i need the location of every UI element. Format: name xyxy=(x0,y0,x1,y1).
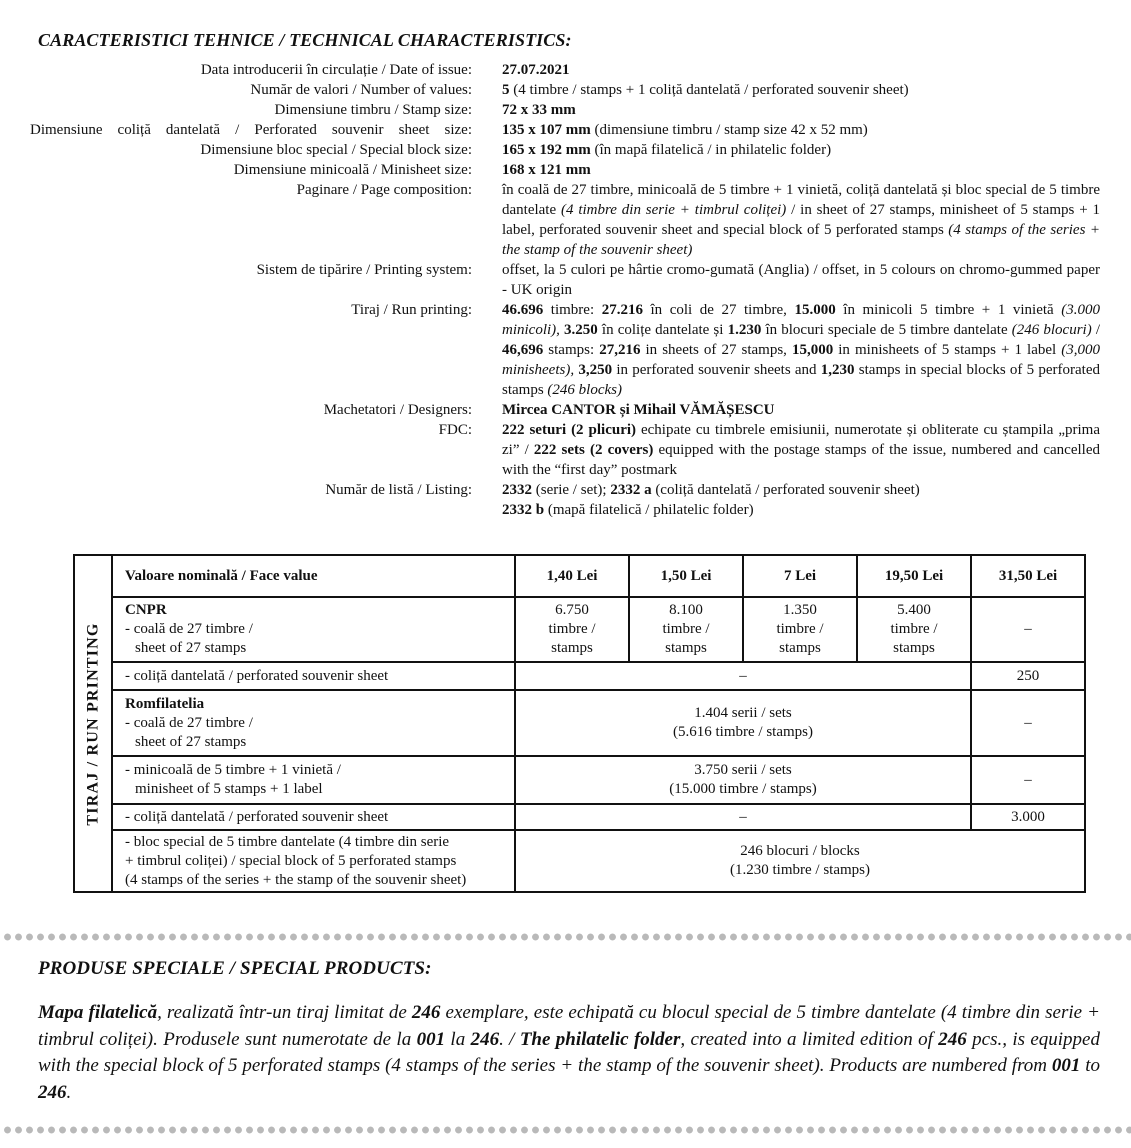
dotted-divider-top xyxy=(0,932,1131,942)
dotted-divider-bottom xyxy=(0,1125,1131,1135)
table-row xyxy=(74,662,1085,690)
spec-block-size-label: Dimensiune bloc special / Special block size: xyxy=(200,142,472,158)
table-header-row xyxy=(74,555,1085,597)
cnpr-souvenir-count: 250 xyxy=(971,662,1085,690)
romfil-sheet-count: 1.404 serii / sets (5.616 timbre / stamps) xyxy=(515,690,971,756)
spec-printing-row xyxy=(30,260,1105,300)
cnpr-count-2: 8.100 timbre / stamps xyxy=(629,597,743,662)
romfil-souvenir-label: - coliță dantelată / perforated souvenir sheet xyxy=(112,804,515,830)
spec-paging-value: în coală de 27 timbre, minicoală de 5 timbre + 1 vinietă, coliță dantelată și bloc special de 5 timbre dantelate (4 timbre din serie + timbrul coliței) / in sheet of 27 stamps, minisheet of 5 stamps + 1 label, perforated souvenir sheet and special block of 5 perforated stamps (4 stamps of the series + the stamp of the souvenir sheet) xyxy=(502,182,1101,258)
spec-listing-row xyxy=(30,480,1105,520)
spec-date-value: 27.07.2021 xyxy=(502,62,570,78)
spec-stamp-size-value: 72 x 33 mm xyxy=(502,102,576,118)
romfil-minisheet-count: 3.750 serii / sets (15.000 timbre / stamps) xyxy=(515,756,971,804)
spec-values-row xyxy=(30,80,1105,100)
spec-sheet-size-row xyxy=(30,120,1105,140)
spec-run-row xyxy=(30,300,1105,400)
cnpr-name: CNPR xyxy=(125,602,167,618)
cnpr-count-4: 5.400 timbre / stamps xyxy=(857,597,971,662)
spec-designers-value: Mircea CANTOR și Mihail VĂMĂȘESCU xyxy=(502,402,775,418)
spec-fdc-label: FDC: xyxy=(438,422,472,438)
spec-date-row xyxy=(30,60,1105,80)
technical-characteristics-title: CARACTERISTICI TEHNICE / TECHNICAL CHARACTERISTICS: xyxy=(38,30,572,50)
spec-sheet-size-detail: (dimensiune timbru / stamp size 42 x 52 mm) xyxy=(590,122,868,138)
spec-paging-row xyxy=(30,180,1105,260)
spec-printing-label: Sistem de tipărire / Printing system: xyxy=(256,262,472,278)
romfil-sheet-label: Romfilatelia - coală de 27 timbre / sheet of 27 stamps xyxy=(112,690,515,756)
spec-block-size-detail: (în mapă filatelică / in philatelic folder) xyxy=(590,142,832,158)
face-value-header: Valoare nominală / Face value xyxy=(112,555,515,597)
romfil-name: Romfilatelia xyxy=(125,695,205,712)
face-value-2: 1,50 Lei xyxy=(629,555,743,597)
run-printing-table xyxy=(73,554,1086,893)
cnpr-souvenir-empty: – xyxy=(515,662,971,690)
spec-printing-value: offset, la 5 culori pe hârtie cromo-gumată (Anglia) / offset, in 5 colours on chromo-gummed paper - UK origin xyxy=(502,262,1100,298)
cnpr-count-1: 6.750 timbre / stamps xyxy=(515,597,629,662)
face-value-5: 31,50 Lei xyxy=(971,555,1085,597)
spec-block-size-row xyxy=(30,140,1105,160)
spec-block-size-value: 165 x 192 mm xyxy=(502,142,591,158)
spec-listing-value: 2332 (serie / set); 2332 a (coliță dantelată / perforated souvenir sheet) 2332 b (mapă filatelică / philatelic folder) xyxy=(502,482,920,518)
table-row xyxy=(74,830,1085,892)
spec-fdc-value: 222 seturi (2 plicuri) echipate cu timbrele emisiunii, numerotate și obliterate cu ștampila „prima zi” / 222 sets (2 covers) equipped with the postage stamps of the issue, numbered and cancelled with the “first day” postmark xyxy=(502,422,1100,478)
spec-stamp-size-label: Dimensiune timbru / Stamp size: xyxy=(274,102,472,118)
cnpr-sheet-label: CNPR - coală de 27 timbre / sheet of 27 stamps xyxy=(112,597,515,662)
spec-date-label: Data introducerii în circulație / Date of issue: xyxy=(200,62,472,78)
spec-paging-label: Paginare / Page composition: xyxy=(296,182,472,198)
table-row xyxy=(74,597,1085,662)
special-products-text: Mapa filatelică, realizată într-un tiraj limitat de 246 exemplare, este echipată cu blocul special de 5 timbre dantelate (4 timbre din serie + timbrul coliței). Produsele sunt numerotate de la 001 la 246. / The philatelic folder, created into a limited edition of 246 pcs., is equipped with the special block of 5 perforated stamps (4 stamps of the series + the stamp of the souvenir sheet). Products are numbered from 001 to 246. xyxy=(38,1002,1101,1103)
spec-run-label: Tiraj / Run printing: xyxy=(351,302,472,318)
spec-listing-label: Număr de listă / Listing: xyxy=(325,482,472,498)
special-products-title: PRODUSE SPECIALE / SPECIAL PRODUCTS: xyxy=(38,958,432,979)
run-printing-side-label: TIRAJ / RUN PRINTING xyxy=(74,555,112,892)
spec-designers-row xyxy=(30,400,1105,420)
spec-minisheet-size-label: Dimensiune minicoală / Minisheet size: xyxy=(233,162,472,178)
spec-minisheet-size-value: 168 x 121 mm xyxy=(502,162,591,178)
romfil-minisheet-label: - minicoală de 5 timbre + 1 vinietă / minisheet of 5 stamps + 1 label xyxy=(112,756,515,804)
spec-fdc-row xyxy=(30,420,1105,480)
face-value-4: 19,50 Lei xyxy=(857,555,971,597)
spec-sheet-size-value: 135 x 107 mm xyxy=(502,122,591,138)
cnpr-count-5: – xyxy=(971,597,1085,662)
spec-sheet-size-label: Dimensiune coliță dantelată / Perforated souvenir sheet size: xyxy=(30,122,472,138)
table-row xyxy=(74,804,1085,830)
romfil-souvenir-count: 3.000 xyxy=(971,804,1085,830)
face-value-1: 1,40 Lei xyxy=(515,555,629,597)
table-row xyxy=(74,690,1085,756)
spec-values-count: 5 xyxy=(502,82,510,98)
spec-run-value: 46.696 timbre: 27.216 în coli de 27 timbre, 15.000 în minicoli 5 timbre + 1 vinietă (3.000 minicoli), 3.250 în colițe dantelate și 1.230 în blocuri speciale de 5 timbre dantelate (246 blocuri) / 46,696 stamps: 27,216 in sheets of 27 stamps, 15,000 in minisheets of 5 stamps + 1 label (3,000 minisheets), 3,250 in perforated souvenir sheets and 1,230 stamps in special blocks of 5 perforated stamps (246 blocks) xyxy=(502,302,1101,398)
face-value-3: 7 Lei xyxy=(743,555,857,597)
spec-minisheet-size-row xyxy=(30,160,1105,180)
spec-values-detail: (4 timbre / stamps + 1 coliță dantelată / perforated souvenir sheet) xyxy=(509,82,909,98)
cnpr-souvenir-label: - coliță dantelată / perforated souvenir sheet xyxy=(112,662,515,690)
romfil-block-label: - bloc special de 5 timbre dantelate (4 timbre din serie + timbrul coliței) / special block of 5 perforated stamps (4 stamps of the series + the stamp of the souvenir sheet) xyxy=(112,830,515,892)
cnpr-count-3: 1.350 timbre / stamps xyxy=(743,597,857,662)
spec-values-label: Număr de valori / Number of values: xyxy=(250,82,472,98)
spec-designers-label: Machetatori / Designers: xyxy=(323,402,472,418)
table-row xyxy=(74,756,1085,804)
romfil-minisheet-empty: – xyxy=(971,756,1085,804)
romfil-block-count: 246 blocuri / blocks (1.230 timbre / stamps) xyxy=(515,830,1085,892)
spec-stamp-size-row xyxy=(30,100,1105,120)
specs-list xyxy=(30,60,1105,520)
romfil-sheet-empty: – xyxy=(971,690,1085,756)
romfil-souvenir-empty: – xyxy=(515,804,971,830)
